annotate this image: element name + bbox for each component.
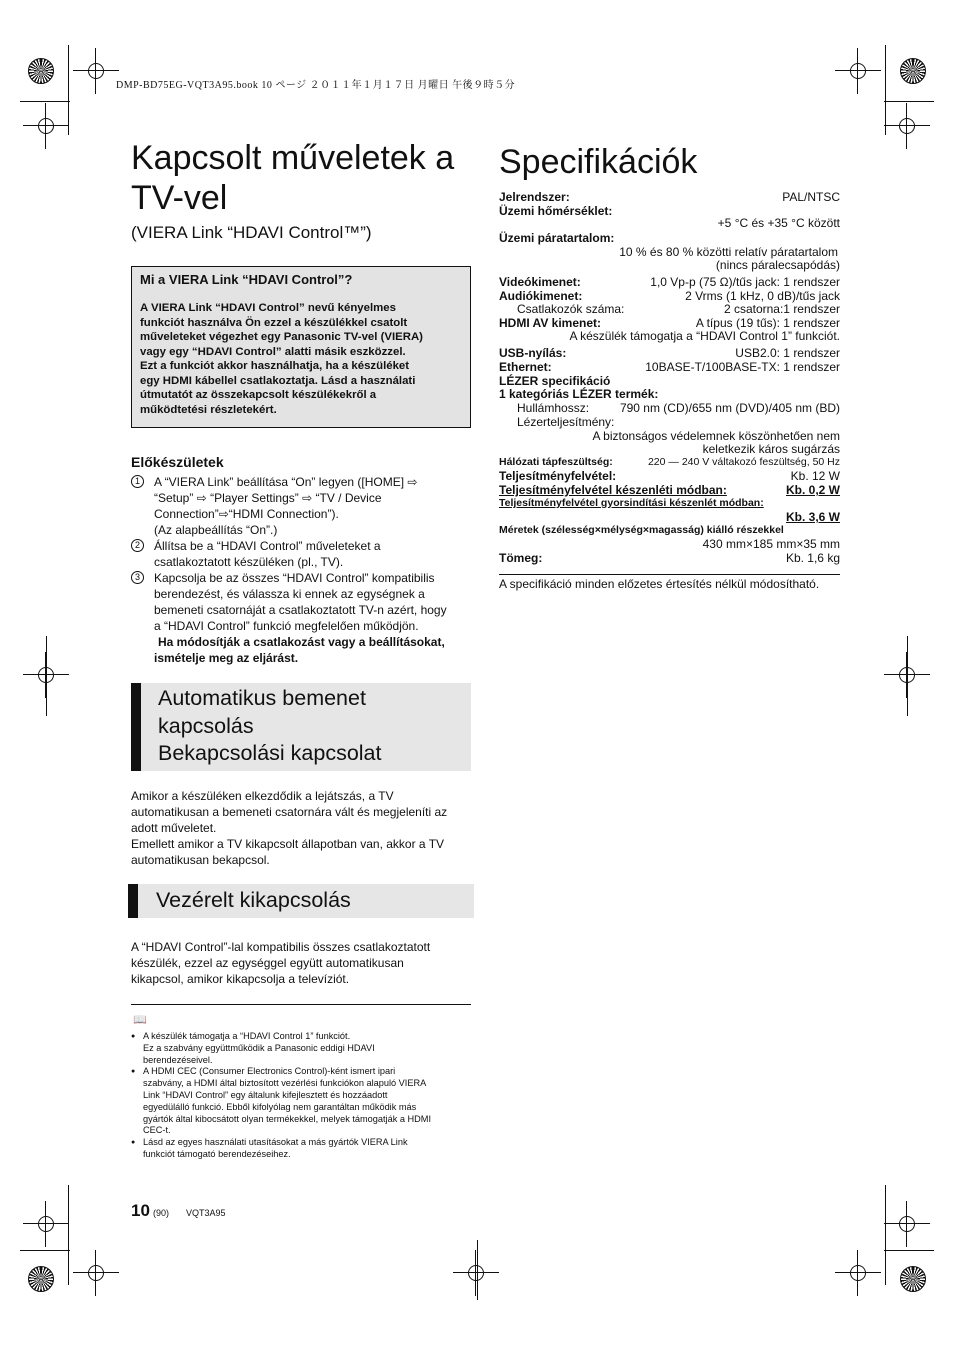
prep-heading: Előkészületek	[131, 454, 224, 470]
crosshair-mark	[894, 1211, 920, 1237]
page-number-sub: (90)	[153, 1208, 170, 1218]
book-icon: 📖	[133, 1014, 147, 1026]
spec-humidity: Üzemi páratartalom: 10 % és 80 % közötti relatív páratartalom (nincs páralecsapódás)	[499, 231, 840, 272]
crop-line	[477, 1240, 478, 1300]
crosshair-mark	[33, 1211, 59, 1237]
registration-rose-bottom-left	[28, 1266, 54, 1292]
registration-rose-top-left	[28, 58, 54, 84]
note-item: ● A HDMI CEC (Consumer Electronics Control)-ként ismert ipari szabvány, a HDMI által biztosított vezérlési funkciókon alapuló VIERA Link “HDAVI Control” egy általunk kifejlesztett és hozzáadott egyedülálló funkció. Ebből kifolyólag nem garantáltan működik más gyártók által kibocsátott olyan termékekkel, melyek támogatják a HDMI CEC-t.	[131, 1066, 471, 1137]
page-title-left: Kapcsolt műveletek a TV-vel	[131, 139, 455, 217]
section-bar	[131, 683, 141, 771]
file-info-line: DMP-BD75EG-VQT3A95.book 10 ページ ２０１１年１月１７日 月曜日 午後９時５分	[116, 80, 516, 91]
step-number: 3	[131, 571, 144, 584]
crop-line	[885, 1185, 886, 1285]
step-2: 2 Állítsa be a “HDAVI Control” műveleteket a csatlakoztatott készüléken (pl., TV).	[131, 538, 471, 570]
crop-line	[907, 636, 908, 716]
section-auto-input-heading: Automatikus bemenet kapcsolás Bekapcsolási kapcsolat	[131, 683, 471, 771]
section-power-off-heading: Vezérelt kikapcsolás	[128, 884, 474, 918]
page-number: 10	[131, 1201, 150, 1220]
page-title-right: Specifikációk	[499, 143, 698, 181]
info-box-question: Mi a VIERA Link “HDAVI Control”?	[140, 272, 353, 287]
spec-quick-start-power: Teljesítményfelvétel gyorsindítási készenlét módban: Kb. 3,6 W	[499, 497, 840, 524]
spec-hdmi-output: HDMI AV kimenet: A típus (19 tűs): 1 rendszer A készülék támogatja a “HDAVI Control 1” funkciót.	[499, 316, 840, 343]
note-item: ● Lásd az egyes használati utasításokat a más gyártók VIERA Link funkciót támogató berendezéseihez.	[131, 1137, 471, 1161]
crosshair-mark	[894, 113, 920, 139]
spec-dimensions: Méretek (szélesség×mélység×magasság) kiálló részekkel 430 mm×185 mm×35 mm	[499, 524, 840, 551]
section-auto-input-body: Amikor a készüléken elkezdődik a lejátszás, a TV automatikusan a bemeneti csatornára vált és megjeleníti az adott műveletet. Emellett amikor a TV kikapcsolt állapotban van, akkor a TV automatikusan bekapcsol.	[131, 789, 448, 867]
section-power-off-body: A “HDAVI Control”-lal kompatibilis összes csatlakoztatott készülék, ezzel az egységgel együtt automatikusan kikapcsol, amikor kikapcsolja a televíziót.	[131, 940, 431, 986]
crop-line	[20, 101, 70, 102]
notes-list	[131, 1031, 471, 1161]
prep-steps	[131, 474, 471, 666]
spec-footnote: A specifikáció minden előzetes értesítés nélkül módosítható.	[499, 577, 820, 591]
crosshair-mark	[845, 58, 871, 84]
crop-line	[68, 1185, 69, 1285]
section-bar	[128, 884, 138, 918]
crosshair-mark	[463, 1260, 489, 1286]
note-item: ● A készülék támogatja a “HDAVI Control 1” funkciót. Ez a szabvány együttműködik a Panasonic eddigi HDAVI berendezéseivel.	[131, 1031, 471, 1066]
step-number: 1	[131, 475, 144, 488]
crop-line	[884, 1250, 934, 1251]
crop-line	[885, 45, 886, 135]
step-number: 2	[131, 539, 144, 552]
crop-line	[20, 1250, 70, 1251]
registration-rose-top-right	[900, 58, 926, 84]
spec-temperature: Üzemi hőmérséklet: +5 °C és +35 °C között	[499, 204, 840, 230]
crosshair-mark	[33, 113, 59, 139]
info-box	[131, 266, 471, 428]
crop-line	[68, 45, 69, 135]
crop-line	[46, 636, 47, 716]
crop-line	[884, 101, 934, 102]
crosshair-mark	[83, 58, 109, 84]
notes-divider	[131, 1004, 471, 1005]
crosshair-mark	[83, 1260, 109, 1286]
step-3: 3 Kapcsolja be az összes “HDAVI Control” kompatibilis berendezést, és válassza ki ennek az egységnek a bemeneti csatornáját a csatlakoztatott TV-n azért, hogy a “HDAVI Control” funkció megfelelően működjön. Ha módosítják a csatlakozást vagy a beállításokat, ismételje meg az eljárást.	[131, 570, 471, 666]
spec-laser: LÉZER specifikáció 1 kategóriás LÉZER termék: Hullámhossz: 790 nm (CD)/655 nm (DVD)/405 nm (BD) Lézerteljesítmény: A biztonságos védelemnek köszönhetően nem keletkezik káros sugárzás	[499, 374, 840, 456]
crosshair-mark	[845, 1260, 871, 1286]
step-1: 1 A “VIERA Link” beállítása “On” legyen ([HOME] ⇨ “Setup” ⇨ “Player Settings” ⇨ “TV / Device Connection”⇨“HDMI Connection”). (Az alapbeállítás “On”.)	[131, 474, 471, 538]
spec-divider	[499, 574, 840, 575]
subtitle-left: (VIERA Link “HDAVI Control™”)	[131, 223, 372, 242]
info-box-text: A VIERA Link “HDAVI Control” nevű kényelmes funkciót használva Ön ezzel a készülékkel csatolt műveleteket végezhet egy Panasonic TV-vel (VIERA) vagy egy “HDAVI Control” alatti másik eszközzel. Ezt a funkciót akkor használhatja, ha a készüléket egy HDMI kábellel csatlakoztatja. Lásd a használati útmutatót az összekapcsolt készülékekről a működtetési részletekért.	[140, 302, 423, 416]
document-code: VQT3A95	[186, 1208, 226, 1218]
registration-rose-bottom-right	[900, 1266, 926, 1292]
